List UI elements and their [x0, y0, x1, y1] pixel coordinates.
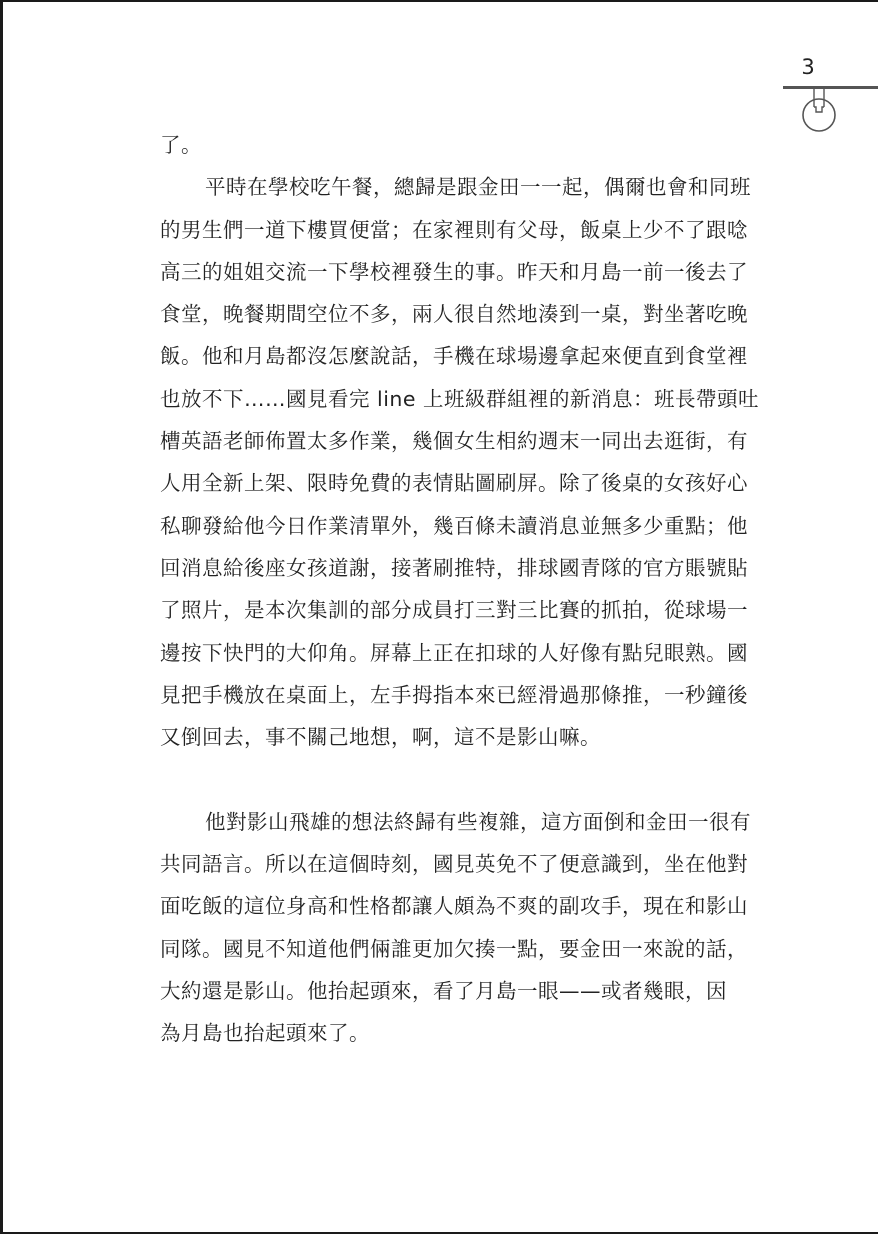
text-line: 見把手機放在桌面上，左手拇指本來已經滑過那條推，一秒鐘後: [160, 682, 748, 707]
text-line: 私聊發給他今日作業清單外，幾百條未讀消息並無多少重點；他: [160, 513, 748, 538]
text-line: 他對影山飛雄的想法終歸有些複雜，這方面倒和金田一很有: [205, 809, 751, 834]
text-line: 面吃飯的這位身高和性格都讓人頗為不爽的副攻手，現在和影山: [160, 894, 748, 919]
text-line: 了。: [160, 133, 202, 157]
text-line: 回消息給後座女孩道謝，接著刷推特，排球國青隊的官方賬號貼: [160, 555, 748, 580]
lightbulb-icon: [800, 86, 838, 136]
paragraph-gap: [160, 758, 780, 800]
text-line: 大約還是影山。他抬起頭來，看了月島一眼——或者幾眼，因: [160, 978, 727, 1003]
page-number: 3: [801, 55, 815, 79]
text-line: 人用全新上架、限時免費的表情貼圖刷屏。除了後桌的女孩好心: [160, 471, 748, 496]
body-text: [160, 124, 780, 1055]
text-line: 了照片，是本次集訓的部分成員打三對三比賽的抓拍，從球場一: [160, 598, 748, 623]
text-line: 共同語言。所以在這個時刻，國見英免不了便意識到，坐在他對: [160, 852, 748, 877]
text-line: 槽英語老師佈置太多作業，幾個女生相約週末一同出去逛街，有: [160, 429, 748, 454]
text-line: 飯。他和月島都沒怎麼說話，手機在球場邊拿起來便直到食堂裡: [160, 344, 748, 369]
text-line: 同隊。國見不知道他們倆誰更加欠揍一點，要金田一來說的話，: [160, 936, 748, 961]
text-line: 也放不下……國見看完 line 上班級群組裡的新消息：班長帶頭吐: [160, 386, 760, 411]
text-line: 高三的姐姐交流一下學校裡發生的事。昨天和月島一前一後去了: [160, 259, 748, 284]
text-line: 為月島也抬起頭來了。: [160, 1021, 370, 1046]
text-line: 又倒回去，事不關己地想，啊，這不是影山嘛。: [160, 725, 601, 750]
text-line: 平時在學校吃午餐，總歸是跟金田一一起，偶爾也會和同班: [205, 175, 751, 200]
text-line: 的男生們一道下樓買便當；在家裡則有父母，飯桌上少不了跟唸: [160, 217, 748, 242]
text-line: 邊按下快門的大仰角。屏幕上正在扣球的人好像有點兒眼熟。國: [160, 640, 748, 665]
text-line: 食堂，晚餐期間空位不多，兩人很自然地湊到一桌，對坐著吃晚: [160, 302, 748, 327]
